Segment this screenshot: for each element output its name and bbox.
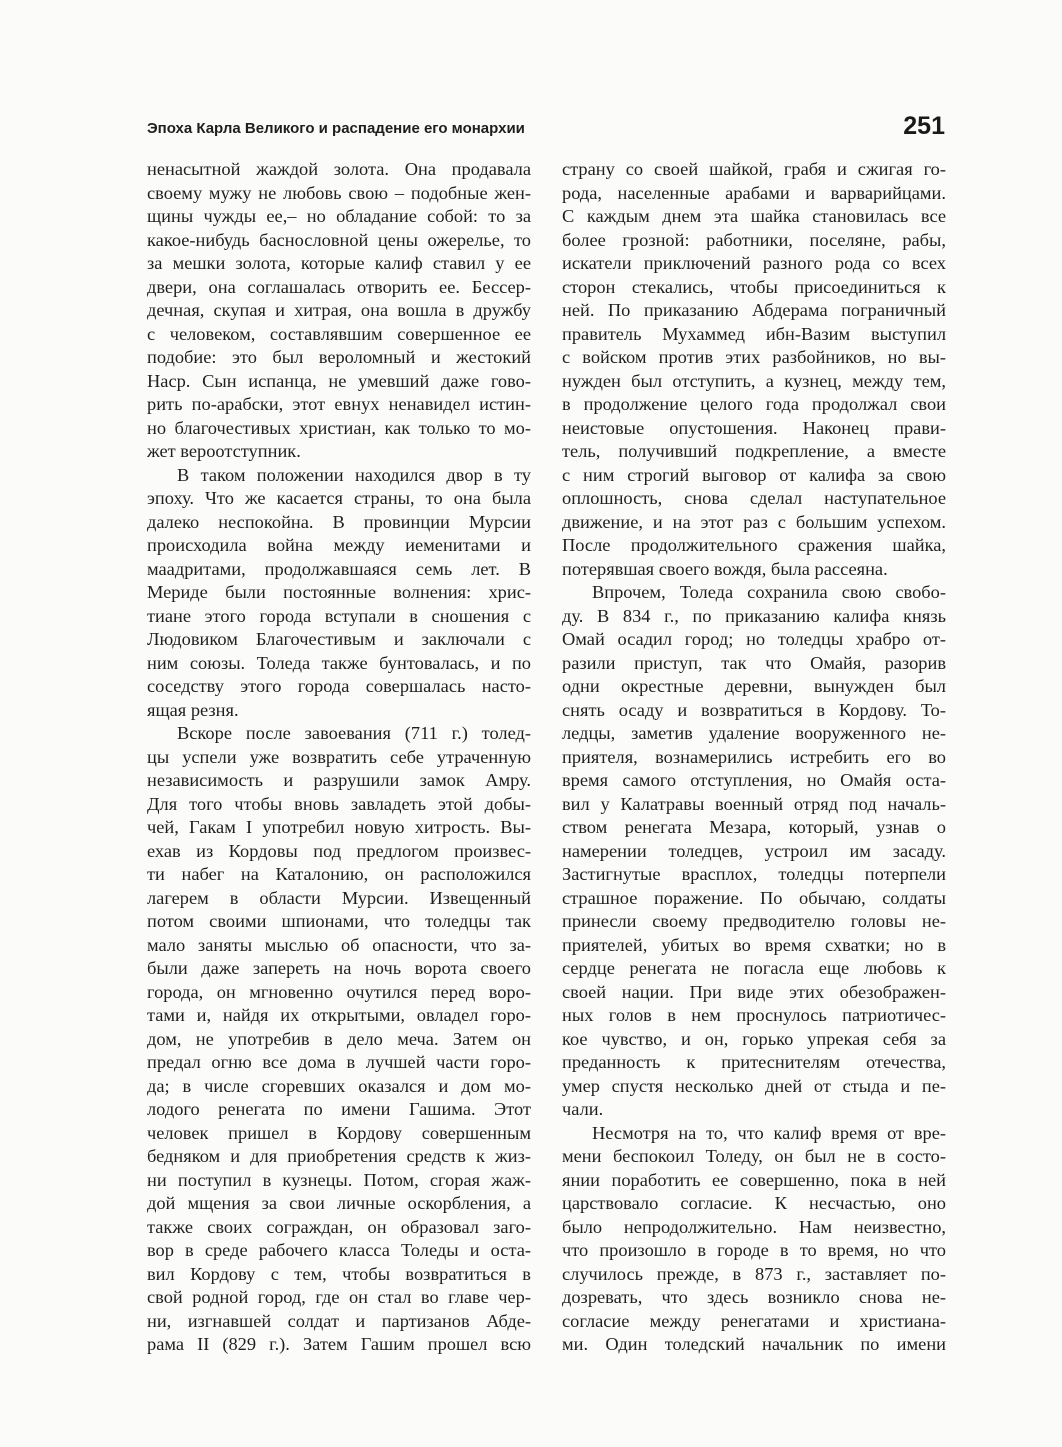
text-line: потерявшая своего вождя, была рассеяна. [562, 558, 888, 579]
text-line: ехав из Кордовы под предлогом произвес- [147, 840, 531, 861]
text-line: рама II (829 г.). Затем Гашим прошел всю [147, 1334, 531, 1354]
text-line: вил Кордову с тем, чтобы возвратиться в [147, 1263, 531, 1284]
text-line: случилось прежде, в 873 г., заставляет по- [562, 1263, 946, 1284]
text-line: лодого ренегата по имени Гашима. Этот [147, 1099, 531, 1119]
text-line: тиане этого города вступали в сношения с [147, 605, 531, 626]
text-line: дой мщения за свои личные оскорбления, а [147, 1193, 531, 1213]
text-line: Людовиком Благочестивым и заключали с [147, 629, 531, 649]
text-line: с человеком, составлявшим совершенное ее [147, 323, 531, 344]
text-line: мени беспокоил Толеду, он был не в состо- [562, 1146, 946, 1166]
text-line: человек пришел в Кордову совершенным [147, 1122, 531, 1143]
text-line: ми. Один толедский начальник по имени [562, 1334, 946, 1354]
text-line: разили приступ, так что Омайя, разорив [562, 652, 946, 673]
text-line: щины чужды ее,– но обладание собой: то за [147, 206, 531, 226]
text-line: чали. [562, 1099, 604, 1119]
text-line: с войском против этих разбойников, но вы- [562, 347, 946, 367]
text-line: своему мужу не любовь свою – подобные жен- [147, 182, 531, 203]
text-line: неистовые опустошения. Наконец прави- [562, 417, 946, 438]
text-line: движение, и на этот раз с большим успехом. [562, 511, 946, 532]
text-line: вор в среде рабочего класса Толеды и оста- [147, 1240, 531, 1260]
text-line: ним союзы. Толеда также бунтовалась, и по [147, 652, 531, 673]
text-line: своей нации. При виде этих обезображен- [562, 981, 946, 1002]
text-line: тами и, найдя их открытыми, овладел горо- [147, 1005, 531, 1025]
text-line: страну со своей шайкой, грабя и сжигая го- [562, 159, 946, 179]
text-line: согласие между ренегатами и христиана- [562, 1310, 946, 1331]
text-line: ти набег на Каталонию, он расположился [147, 864, 531, 884]
text-line: двери, она соглашалась отворить ее. Бессер- [147, 276, 531, 297]
text-line: в продолжение целого года продолжал свои [562, 394, 946, 414]
text-line: бедняком и для приобретения средств к жиз- [147, 1146, 531, 1166]
text-line: ных голов в нем проснулось патриотичес- [562, 1005, 946, 1025]
text-line: эпоху. Что же касается страны, то она была [147, 488, 531, 508]
text-line: ни, изгнавшей солдат и партизанов Абде- [147, 1310, 531, 1331]
text-line: Впрочем, Толеда сохранила свою свобо- [592, 582, 946, 602]
text-line: Мериде были постоянные волнения: хрис- [147, 582, 531, 602]
text-line: ненасытной жаждой золота. Она продавала [147, 159, 531, 179]
text-line: принесли своему предводителю головы не- [562, 911, 946, 931]
text-line: время самого отступления, но Омайя оста- [562, 770, 946, 790]
text-line: мало заняты мыслью об опасности, что за- [147, 934, 531, 955]
text-line: дозревать, что здесь возникло снова не- [562, 1287, 946, 1307]
text-line: В таком положении находился двор в ту [177, 464, 531, 485]
text-line: дом, не употребив в дело меча. Затем он [147, 1028, 531, 1049]
text-column-right [562, 158, 946, 1357]
text-line: города, он мгновенно очутился перед воро- [147, 981, 531, 1002]
text-line: вил у Калатравы военный отряд под началь- [562, 793, 946, 814]
text-line: Омай осадил город; но толедцы храбро от- [562, 629, 946, 649]
text-line: жет вероотступник. [147, 441, 301, 461]
text-line: сердце ренегата не погасла еще любовь к [562, 958, 946, 978]
text-line: нужден был отступить, а кузнец, между тем, [562, 370, 946, 391]
text-line: подобие: это был вероломный и жестокий [147, 347, 531, 367]
text-line: лагерем в области Мурсии. Извещенный [147, 887, 531, 908]
text-line: цы успели уже возвратить себе утраченную [147, 746, 531, 767]
text-line: умер спустя несколько дней от стыда и пе- [562, 1075, 946, 1096]
text-line: царствовало согласие. К несчастью, оно [562, 1193, 946, 1213]
text-line: снять осаду и возвратиться в Кордову. То- [562, 699, 946, 720]
page-number: 251 [903, 112, 945, 140]
text-line: Для того чтобы вновь завладеть этой добы- [147, 793, 531, 814]
text-line: ледцы, заметив удаление вооруженного не- [562, 723, 946, 743]
text-line: ством ренегата Мезара, который, узнав о [562, 817, 946, 837]
text-line: Вскоре после завоевания (711 г.) толед- [177, 723, 531, 743]
text-line: более грозной: работники, поселяне, рабы, [562, 229, 946, 250]
text-line: было непродолжительно. Нам неизвестно, [562, 1216, 946, 1237]
text-line: приятеля, вознамерились истребить его во [562, 746, 946, 767]
text-line: также своих сограждан, он образовал заго- [147, 1216, 531, 1237]
text-line: происходила война между иеменитами и [147, 535, 531, 555]
page-header [147, 114, 945, 146]
text-line: Несмотря на то, что калиф время от вре- [592, 1122, 946, 1143]
text-line: но благочестивых христиан, как только то мо- [147, 417, 531, 438]
text-line: искатели приключений разного рода со всех [562, 253, 946, 273]
text-line: Застигнутые врасплох, толедцы потерпели [562, 864, 946, 884]
text-line: маадритами, продолжавшаяся семь лет. В [147, 558, 531, 579]
text-line: одни окрестные деревни, вынужден был [562, 676, 946, 696]
text-line: рода, населенные арабами и варварийцами. [562, 182, 946, 203]
text-line: независимость и разрушили замок Амру. [147, 770, 531, 790]
text-line: чей, Гакам I употребил новую хитрость. Вы- [147, 817, 531, 837]
text-line: были даже запереть на ночь ворота своего [147, 958, 531, 978]
text-line: за мешки золота, которые калиф ставил у ее [147, 253, 531, 273]
text-line: да; в числе сгоревших оказался и дом мо- [147, 1075, 531, 1096]
text-line: предал огню все дома в лучшей части горо- [147, 1052, 531, 1072]
text-line: С каждым днем эта шайка становилась все [562, 206, 946, 226]
text-line: намерении толедцев, устроил им засаду. [562, 840, 946, 861]
text-line: преданность к притеснителям отечества, [562, 1052, 946, 1072]
text-line: дечная, скупая и хитрая, она вошла в дружбу [147, 300, 531, 320]
text-line: какое-нибудь баснословной цены ожерелье, то [147, 229, 531, 250]
text-line: свой родной город, где он стал во главе чер- [147, 1287, 531, 1307]
text-line: что произошло в городе в то время, но что [562, 1240, 946, 1260]
text-line: ду. В 834 г., по приказанию калифа князь [562, 605, 946, 626]
text-line: приятелей, убитых во время схватки; но в [562, 934, 946, 955]
text-line: янии поработить ее совершенно, пока в ней [562, 1169, 946, 1190]
text-line: далеко неспокойна. В провинции Мурсии [147, 511, 531, 532]
text-line: кое чувство, и он, горько упрекая себя за [562, 1028, 946, 1049]
text-line: оплошность, снова сделал наступательное [562, 488, 946, 508]
text-line: страшное поражение. По обычаю, солдаты [562, 887, 946, 908]
text-line: соседству этого города совершалась насто- [147, 676, 531, 696]
text-line: рить по-арабски, этот евнух ненавидел истин- [147, 394, 531, 414]
text-line: Наср. Сын испанца, не умевший даже гово- [147, 370, 531, 391]
text-line: ящая резня. [147, 699, 239, 720]
text-line: потом своими шпионами, что толедцы так [147, 911, 531, 931]
text-line: ни поступил в кузнецы. Потом, сгорая жаж- [147, 1169, 531, 1190]
text-line: сторон стекались, чтобы присоединиться к [562, 276, 946, 297]
text-line: После продолжительного сражения шайка, [562, 535, 946, 555]
text-line: правитель Мухаммед ибн-Вазим выступил [562, 323, 946, 344]
text-line: с ним строгий выговор от калифа за свою [562, 464, 946, 485]
text-line: тель, получивший подкрепление, а вместе [562, 441, 946, 461]
running-title: Эпоха Карла Великого и распадение его монархии [147, 120, 525, 137]
text-line: ней. По приказанию Абдерама пограничный [562, 300, 946, 320]
text-column-left [147, 158, 531, 1357]
